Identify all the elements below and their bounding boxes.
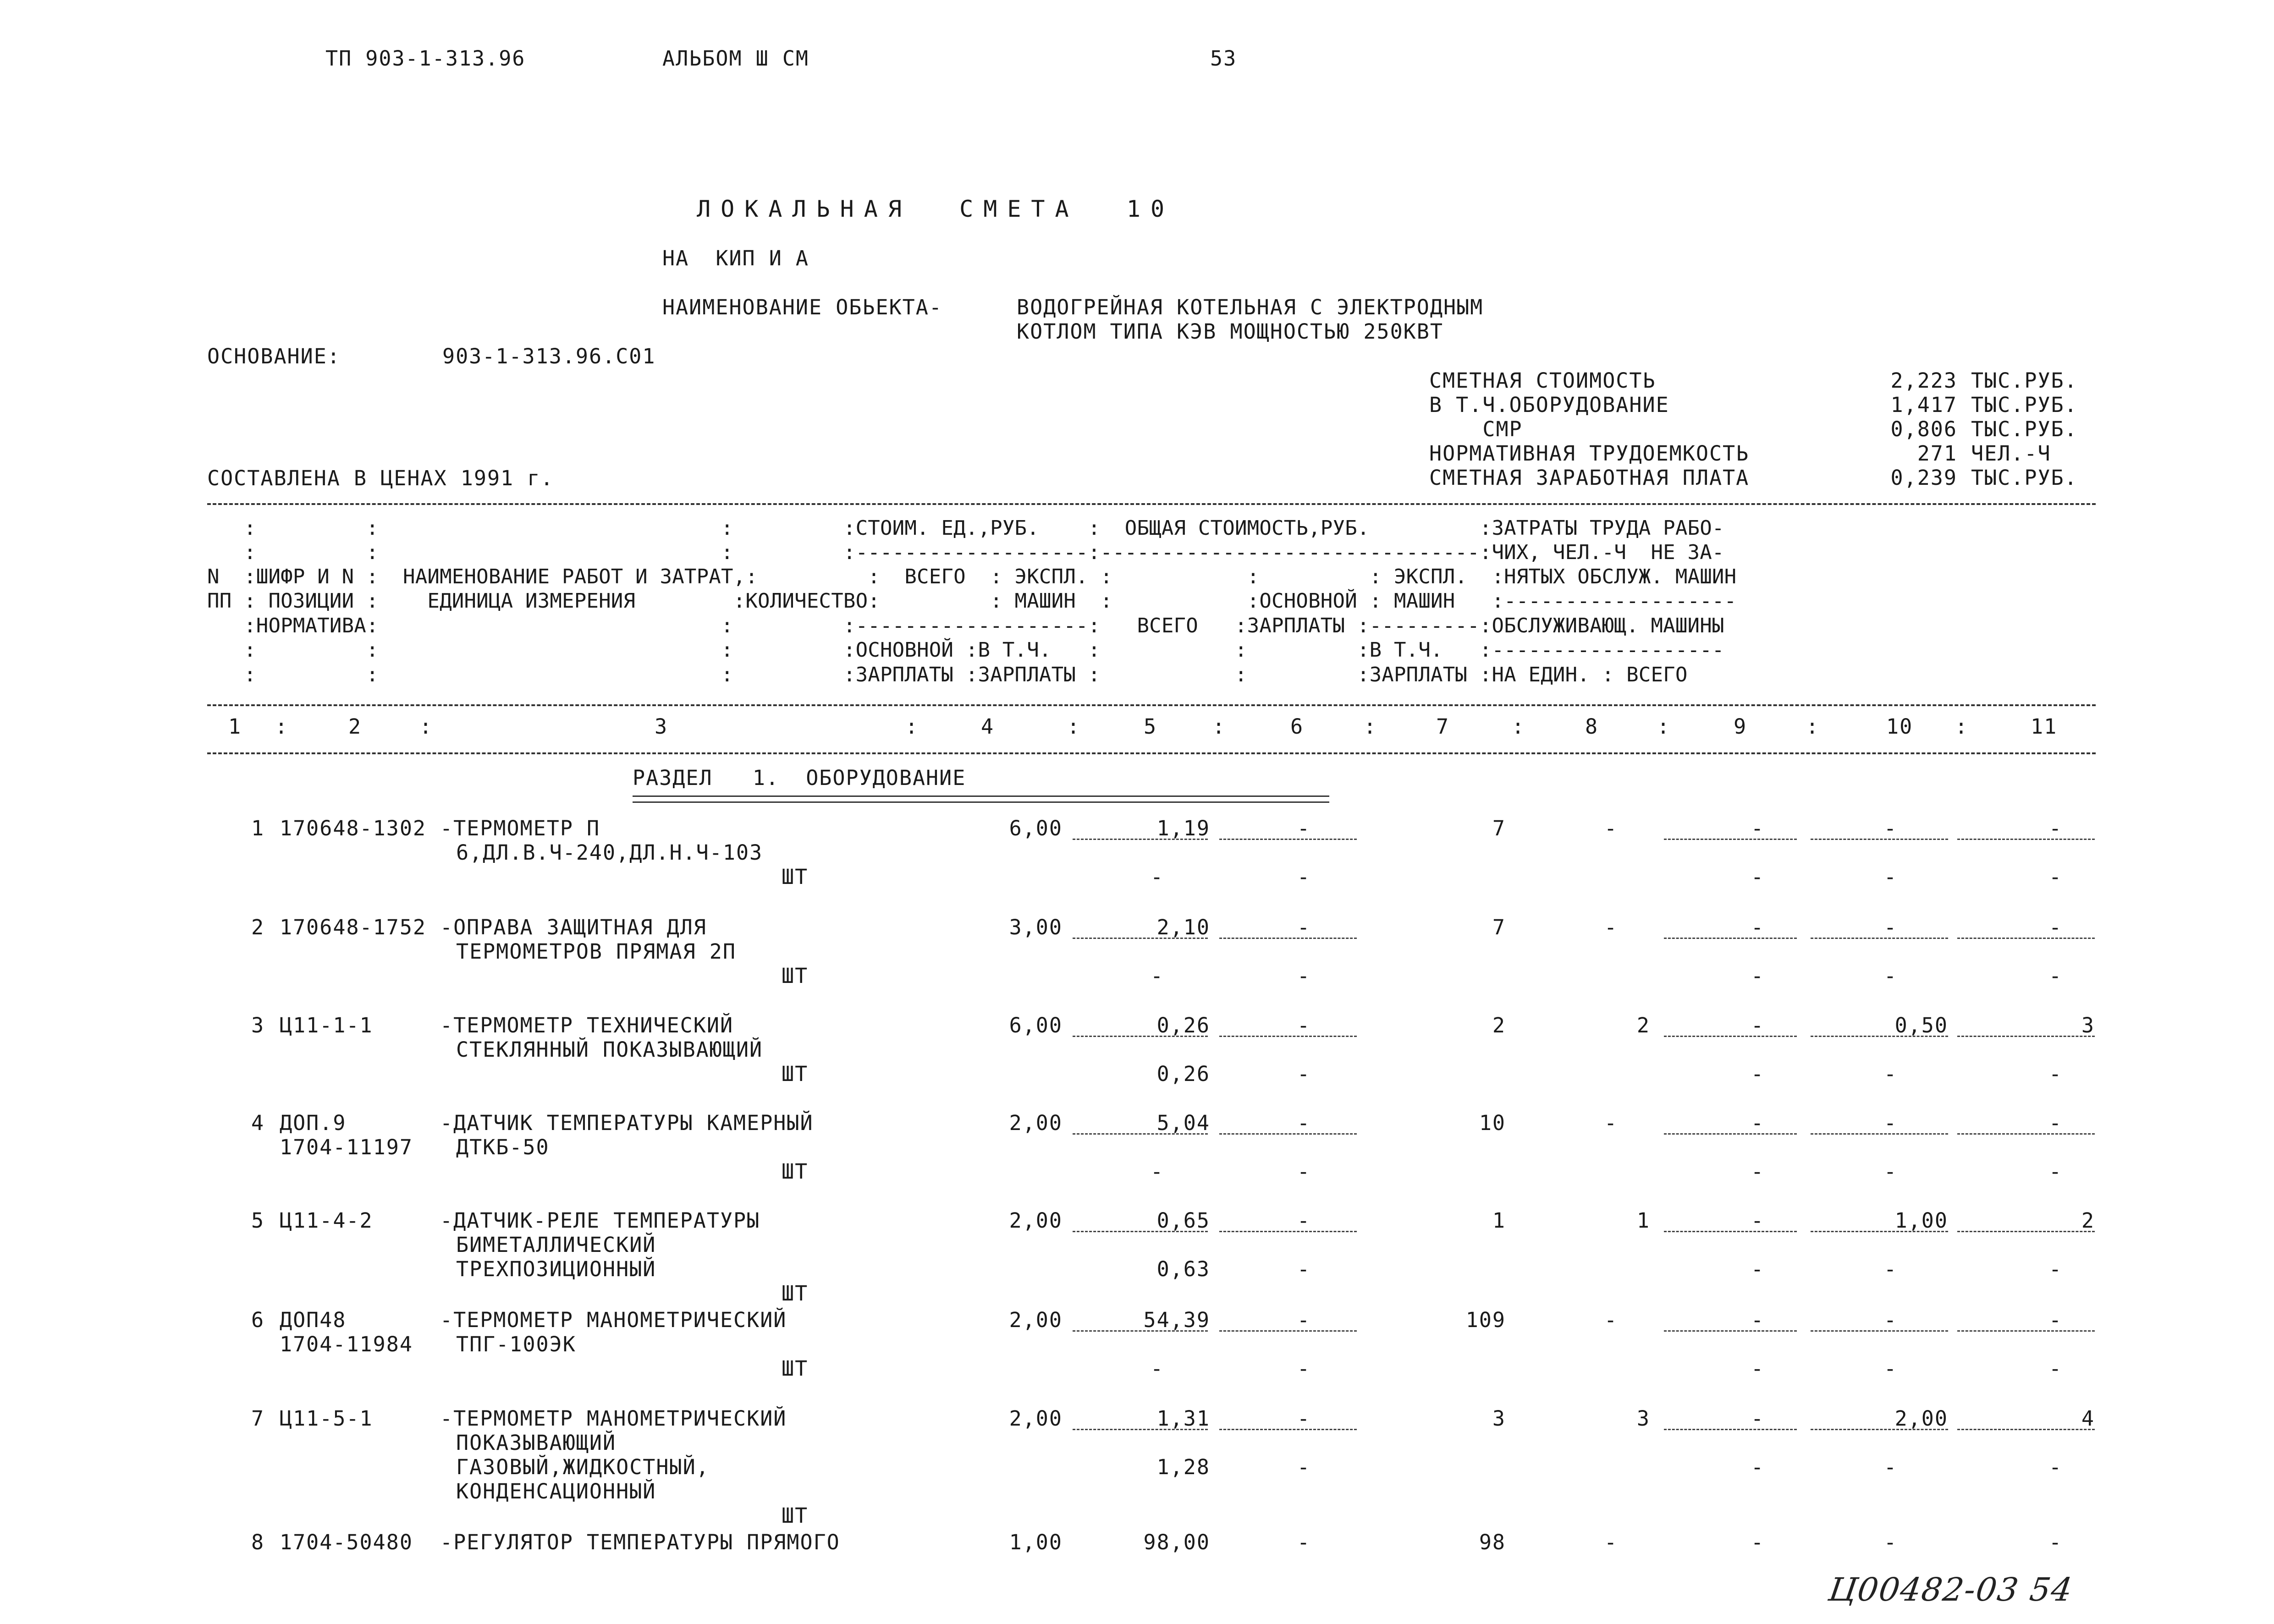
row-service-per-unit: - bbox=[1884, 1159, 1898, 1184]
row-quantity: 2,00 bbox=[1009, 1111, 1063, 1135]
row-subrule bbox=[1957, 938, 2095, 939]
row-subrule bbox=[1219, 1231, 1357, 1232]
row-machine-wages: - bbox=[1297, 1062, 1311, 1086]
row-quantity: 6,00 bbox=[1009, 816, 1063, 840]
row-base-wages: 0,63 bbox=[1156, 1257, 1210, 1281]
row-total-machines: - bbox=[1751, 816, 1765, 840]
row-total-machines: - bbox=[1751, 1013, 1765, 1037]
row-code: 170648-1302 bbox=[280, 816, 427, 840]
row-subrule bbox=[1811, 1133, 1948, 1135]
row-service-per-unit: - bbox=[1884, 1455, 1898, 1479]
row-total-wages: 3 bbox=[1636, 1406, 1650, 1431]
column-number: 2 bbox=[348, 714, 362, 739]
column-number: 11 bbox=[2031, 714, 2058, 739]
row-subrule bbox=[1664, 1330, 1797, 1332]
row-work-name: ТРЕХПОЗИЦИОННЫЙ bbox=[456, 1257, 656, 1281]
row-machine-wages: - bbox=[1297, 1257, 1311, 1281]
row-service-total: - bbox=[2049, 1062, 2063, 1086]
column-number: 4 bbox=[981, 714, 995, 739]
header-line: : : : :-------------------:-------------------------------:ЧИХ, ЧЕЛ.-Ч НЕ ЗА- bbox=[207, 541, 1724, 564]
row-total-machines: - bbox=[1751, 915, 1765, 939]
column-number: 5 bbox=[1144, 714, 1157, 739]
column-number: 6 bbox=[1290, 714, 1304, 739]
row-unit: ШТ bbox=[782, 1356, 809, 1381]
section-title: РАЗДЕЛ 1. ОБОРУДОВАНИЕ bbox=[633, 766, 966, 790]
row-subrule bbox=[1957, 1231, 2095, 1232]
row-subrule bbox=[1664, 938, 1797, 939]
row-machine-wages-total: - bbox=[1751, 1356, 1765, 1381]
row-machine-wages: - bbox=[1297, 1159, 1311, 1184]
row-total-wages: - bbox=[1604, 1111, 1618, 1135]
summary-unit: ТЫС.РУБ. bbox=[1971, 466, 2078, 490]
row-total-cost: 1 bbox=[1492, 1208, 1506, 1233]
row-work-name: КОНДЕНСАЦИОННЫЙ bbox=[456, 1479, 656, 1503]
row-labor-per-unit: - bbox=[1884, 1308, 1898, 1332]
row-subrule bbox=[1957, 1036, 2095, 1037]
row-machine-wages-total: - bbox=[1751, 1257, 1765, 1281]
row-work-name: ТПГ-100ЭК bbox=[456, 1332, 576, 1356]
column-separator: : bbox=[1067, 714, 1081, 739]
row-subrule bbox=[1957, 1133, 2095, 1135]
row-base-wages: - bbox=[1151, 1159, 1164, 1184]
row-subrule bbox=[1664, 839, 1797, 840]
row-unit: ШТ bbox=[782, 1503, 809, 1528]
row-total-machines: - bbox=[1751, 1406, 1765, 1431]
column-number: 9 bbox=[1734, 714, 1747, 739]
row-machine-wages: - bbox=[1297, 1356, 1311, 1381]
row-labor-total: - bbox=[2049, 1530, 2063, 1554]
row-unit-cost-machines: - bbox=[1297, 1013, 1311, 1037]
row-work-name: -ДАТЧИК-РЕЛЕ ТЕМПЕРАТУРЫ bbox=[440, 1208, 760, 1233]
row-machine-wages-total: - bbox=[1751, 865, 1765, 889]
row-unit: ШТ bbox=[782, 1281, 809, 1306]
column-number: 10 bbox=[1886, 714, 1913, 739]
row-subrule bbox=[1664, 1036, 1797, 1037]
row-labor-per-unit: - bbox=[1884, 816, 1898, 840]
row-unit-cost-total: 1,31 bbox=[1156, 1406, 1210, 1431]
row-unit-cost-total: 5,04 bbox=[1156, 1111, 1210, 1135]
row-service-total: - bbox=[2049, 964, 2063, 988]
row-subrule bbox=[1073, 1231, 1208, 1232]
row-work-name: -РЕГУЛЯТОР ТЕМПЕРАТУРЫ ПРЯМОГО bbox=[440, 1530, 840, 1554]
summary-value: 0,239 bbox=[1890, 466, 1957, 490]
row-total-machines: - bbox=[1751, 1530, 1765, 1554]
row-total-wages: - bbox=[1604, 1530, 1618, 1554]
row-total-machines: - bbox=[1751, 1308, 1765, 1332]
row-total-wages: - bbox=[1604, 816, 1618, 840]
header-line: N :ШИФР И N : НАИМЕНОВАНИЕ РАБОТ И ЗАТРАТ,: : ВСЕГО : ЭКСПЛ. : : : ЭКСПЛ. :НЯТЫХ ОБСЛУЖ. МАШИН bbox=[207, 565, 1737, 588]
row-service-per-unit: - bbox=[1884, 865, 1898, 889]
basis-label: ОСНОВАНИЕ: bbox=[207, 344, 341, 368]
row-quantity: 2,00 bbox=[1009, 1308, 1063, 1332]
row-work-name: ДТКБ-50 bbox=[456, 1135, 550, 1159]
row-unit: ШТ bbox=[782, 964, 809, 988]
row-machine-wages: - bbox=[1297, 865, 1311, 889]
row-total-cost: 2 bbox=[1492, 1013, 1506, 1037]
basis-value: 903-1-313.96.С01 bbox=[442, 344, 656, 368]
row-number: 4 bbox=[251, 1111, 265, 1135]
column-separator: : bbox=[1364, 714, 1377, 739]
row-number: 2 bbox=[251, 915, 265, 939]
row-number: 3 bbox=[251, 1013, 265, 1037]
column-separator: : bbox=[275, 714, 289, 739]
row-subrule bbox=[1073, 839, 1208, 840]
row-unit: ШТ bbox=[782, 865, 809, 889]
row-subrule bbox=[1073, 1429, 1208, 1430]
row-subrule bbox=[1219, 1330, 1357, 1332]
row-labor-per-unit: 1,00 bbox=[1894, 1208, 1948, 1233]
row-subrule bbox=[1957, 1429, 2095, 1430]
row-total-machines: - bbox=[1751, 1208, 1765, 1233]
row-base-wages: - bbox=[1151, 1356, 1164, 1381]
row-service-per-unit: - bbox=[1884, 1356, 1898, 1381]
header-line: : : : :ЗАРПЛАТЫ :ЗАРПЛАТЫ : : :ЗАРПЛАТЫ :НА ЕДИН. : ВСЕГО bbox=[207, 663, 1688, 686]
row-subrule bbox=[1811, 1231, 1948, 1232]
row-labor-per-unit: 2,00 bbox=[1894, 1406, 1948, 1431]
summary-label: В Т.Ч.ОБОРУДОВАНИЕ bbox=[1429, 393, 1669, 417]
row-unit-cost-total: 54,39 bbox=[1143, 1308, 1210, 1332]
row-service-total: - bbox=[2049, 865, 2063, 889]
row-quantity: 3,00 bbox=[1009, 915, 1063, 939]
prices-note: СОСТАВЛЕНА В ЦЕНАХ 1991 г. bbox=[207, 466, 554, 490]
row-unit-cost-machines: - bbox=[1297, 1208, 1311, 1233]
row-subrule bbox=[1219, 938, 1357, 939]
row-total-cost: 109 bbox=[1465, 1308, 1506, 1332]
row-unit: ШТ bbox=[782, 1062, 809, 1086]
row-service-per-unit: - bbox=[1884, 1062, 1898, 1086]
row-work-name: -ТЕРМОМЕТР П bbox=[440, 816, 600, 840]
column-separator: : bbox=[1212, 714, 1226, 739]
row-subrule bbox=[1811, 1036, 1948, 1037]
row-labor-total: - bbox=[2049, 1111, 2063, 1135]
row-quantity: 1,00 bbox=[1009, 1530, 1063, 1554]
row-unit-cost-total: 98,00 bbox=[1143, 1530, 1210, 1554]
row-total-wages: 2 bbox=[1636, 1013, 1650, 1037]
row-labor-total: 4 bbox=[2081, 1406, 2095, 1431]
summary-value: 2,223 bbox=[1890, 368, 1957, 393]
handwritten-note: Ц00482-03 54 bbox=[1826, 1571, 2076, 1608]
row-total-cost: 7 bbox=[1492, 816, 1506, 840]
row-subrule bbox=[1219, 839, 1357, 840]
row-code: ДОП.9 bbox=[280, 1111, 347, 1135]
object-name-line2: КОТЛОМ ТИПА КЭВ МОЩНОСТЬЮ 250КВТ bbox=[1017, 319, 1443, 344]
row-labor-total: - bbox=[2049, 816, 2063, 840]
row-subrule bbox=[1811, 839, 1948, 840]
row-labor-per-unit: - bbox=[1884, 1111, 1898, 1135]
row-labor-total: - bbox=[2049, 1308, 2063, 1332]
object-name-line1: ВОДОГРЕЙНАЯ КОТЕЛЬНАЯ С ЭЛЕКТРОДНЫМ bbox=[1017, 295, 1484, 319]
row-unit-cost-total: 0,26 bbox=[1156, 1013, 1210, 1037]
row-work-name: ПОКАЗЫВАЮЩИЙ bbox=[456, 1431, 617, 1455]
column-separator: : bbox=[1512, 714, 1525, 739]
row-quantity: 6,00 bbox=[1009, 1013, 1063, 1037]
row-number: 6 bbox=[251, 1308, 265, 1332]
row-machine-wages: - bbox=[1297, 964, 1311, 988]
row-total-cost: 10 bbox=[1479, 1111, 1506, 1135]
column-number: 1 bbox=[228, 714, 242, 739]
header-line: ПП : ПОЗИЦИИ : ЕДИНИЦА ИЗМЕРЕНИЯ :КОЛИЧЕСТВО: : МАШИН : :ОСНОВНОЙ : МАШИН :------------------- bbox=[207, 589, 1737, 613]
page-number: 53 bbox=[1210, 46, 1237, 71]
row-subrule bbox=[1811, 938, 1948, 939]
row-subrule bbox=[1073, 1330, 1208, 1332]
row-subrule bbox=[1219, 1133, 1357, 1135]
row-total-wages: - bbox=[1604, 915, 1618, 939]
summary-value: 271 bbox=[1917, 441, 1957, 466]
row-unit-cost-total: 0,65 bbox=[1156, 1208, 1210, 1233]
column-number: 8 bbox=[1585, 714, 1599, 739]
row-machine-wages-total: - bbox=[1751, 1062, 1765, 1086]
row-base-wages: 0,26 bbox=[1156, 1062, 1210, 1086]
row-subrule bbox=[1219, 1036, 1357, 1037]
summary-label: СМР bbox=[1429, 417, 1523, 441]
row-service-per-unit: - bbox=[1884, 964, 1898, 988]
row-subrule bbox=[1664, 1429, 1797, 1430]
column-separator: : bbox=[905, 714, 919, 739]
row-subrule bbox=[1811, 1330, 1948, 1332]
row-code-secondary: 1704-11984 bbox=[280, 1332, 413, 1356]
row-work-name: -ТЕРМОМЕТР МАНОМЕТРИЧЕСКИЙ bbox=[440, 1406, 787, 1431]
row-service-total: - bbox=[2049, 1356, 2063, 1381]
header-top-rule bbox=[207, 503, 2096, 505]
row-unit: ШТ bbox=[782, 1159, 809, 1184]
section-underline bbox=[633, 796, 1329, 803]
row-code: Ц11-4-2 bbox=[280, 1208, 373, 1233]
row-service-total: - bbox=[2049, 1159, 2063, 1184]
row-labor-total: 2 bbox=[2081, 1208, 2095, 1233]
row-quantity: 2,00 bbox=[1009, 1406, 1063, 1431]
row-unit-cost-machines: - bbox=[1297, 915, 1311, 939]
row-subrule bbox=[1073, 1036, 1208, 1037]
summary-value: 0,806 bbox=[1890, 417, 1957, 441]
summary-value: 1,417 bbox=[1890, 393, 1957, 417]
row-labor-total: 3 bbox=[2081, 1013, 2095, 1037]
row-work-name: БИМЕТАЛЛИЧЕСКИЙ bbox=[456, 1233, 656, 1257]
column-separator: : bbox=[1806, 714, 1820, 739]
row-base-wages: 1,28 bbox=[1156, 1455, 1210, 1479]
row-subrule bbox=[1219, 1429, 1357, 1430]
header-bottom-rule bbox=[207, 704, 2096, 706]
row-total-machines: - bbox=[1751, 1111, 1765, 1135]
row-work-name: -ТЕРМОМЕТР ТЕХНИЧЕСКИЙ bbox=[440, 1013, 734, 1037]
row-machine-wages-total: - bbox=[1751, 964, 1765, 988]
row-work-name: -ДАТЧИК ТЕМПЕРАТУРЫ КАМЕРНЫЙ bbox=[440, 1111, 814, 1135]
row-unit-cost-machines: - bbox=[1297, 1406, 1311, 1431]
row-code: Ц11-5-1 bbox=[280, 1406, 373, 1431]
row-subrule bbox=[1664, 1231, 1797, 1232]
row-machine-wages-total: - bbox=[1751, 1455, 1765, 1479]
summary-unit: ЧЕЛ.-Ч bbox=[1971, 441, 2051, 466]
column-number: 3 bbox=[655, 714, 668, 739]
row-number: 1 bbox=[251, 816, 265, 840]
column-separator: : bbox=[1657, 714, 1671, 739]
row-code: 1704-50480 bbox=[280, 1530, 413, 1554]
row-work-name: ТЕРМОМЕТРОВ ПРЯМАЯ 2П bbox=[456, 939, 736, 964]
row-unit-cost-total: 2,10 bbox=[1156, 915, 1210, 939]
row-code-secondary: 1704-11197 bbox=[280, 1135, 413, 1159]
row-unit-cost-machines: - bbox=[1297, 816, 1311, 840]
row-work-name: -ОПРАВА ЗАЩИТНАЯ ДЛЯ bbox=[440, 915, 707, 939]
row-number: 5 bbox=[251, 1208, 265, 1233]
row-total-wages: - bbox=[1604, 1308, 1618, 1332]
row-unit-cost-machines: - bbox=[1297, 1530, 1311, 1554]
row-labor-per-unit: - bbox=[1884, 915, 1898, 939]
header-line: :НОРМАТИВА: : :-------------------: ВСЕГО :ЗАРПЛАТЫ :---------:ОБСЛУЖИВАЮЩ. МАШИНЫ bbox=[207, 614, 1724, 637]
album-label: АЛЬБОМ Ш СМ bbox=[662, 46, 809, 71]
row-subrule bbox=[1073, 938, 1208, 939]
row-work-name: СТЕКЛЯННЫЙ ПОКАЗЫВАЮЩИЙ bbox=[456, 1037, 763, 1062]
row-subrule bbox=[1664, 1133, 1797, 1135]
summary-unit: ТЫС.РУБ. bbox=[1971, 417, 2078, 441]
document-title: ЛОКАЛЬНАЯ СМЕТА 10 bbox=[697, 196, 1175, 222]
row-machine-wages: - bbox=[1297, 1455, 1311, 1479]
row-service-total: - bbox=[2049, 1257, 2063, 1281]
row-labor-total: - bbox=[2049, 915, 2063, 939]
row-subrule bbox=[1957, 839, 2095, 840]
row-work-name: -ТЕРМОМЕТР МАНОМЕТРИЧЕСКИЙ bbox=[440, 1308, 787, 1332]
header-line: : : : :ОСНОВНОЙ :В Т.Ч. : : :В Т.Ч. :------------------- bbox=[207, 638, 1724, 662]
row-total-cost: 7 bbox=[1492, 915, 1506, 939]
summary-unit: ТЫС.РУБ. bbox=[1971, 368, 2078, 393]
column-number: 7 bbox=[1436, 714, 1450, 739]
row-quantity: 2,00 bbox=[1009, 1208, 1063, 1233]
row-unit-cost-machines: - bbox=[1297, 1111, 1311, 1135]
row-labor-per-unit: 0,50 bbox=[1894, 1013, 1948, 1037]
row-subrule bbox=[1811, 1429, 1948, 1430]
summary-unit: ТЫС.РУБ. bbox=[1971, 393, 2078, 417]
row-code: ДОП48 bbox=[280, 1308, 347, 1332]
row-labor-per-unit: - bbox=[1884, 1530, 1898, 1554]
column-separator: : bbox=[1955, 714, 1969, 739]
row-unit-cost-machines: - bbox=[1297, 1308, 1311, 1332]
row-number: 8 bbox=[251, 1530, 265, 1554]
row-code: Ц11-1-1 bbox=[280, 1013, 373, 1037]
summary-label: НОРМАТИВНАЯ ТРУДОЕМКОСТЬ bbox=[1429, 441, 1750, 466]
row-subrule bbox=[1957, 1330, 2095, 1332]
row-total-wages: 1 bbox=[1636, 1208, 1650, 1233]
row-base-wages: - bbox=[1151, 865, 1164, 889]
header-line: : : : :СТОИМ. ЕД.,РУБ. : ОБЩАЯ СТОИМОСТЬ,РУБ. :ЗАТРАТЫ ТРУДА РАБО- bbox=[207, 516, 1724, 540]
object-label: НАИМЕНОВАНИЕ ОБЬЕКТА- bbox=[662, 295, 942, 319]
row-total-cost: 98 bbox=[1479, 1530, 1506, 1554]
row-work-name: ГАЗОВЫЙ,ЖИДКОСТНЫЙ, bbox=[456, 1455, 710, 1479]
row-work-name: 6,ДЛ.В.Ч-240,ДЛ.Н.Ч-103 bbox=[456, 840, 763, 865]
summary-label: СМЕТНАЯ СТОИМОСТЬ bbox=[1429, 368, 1656, 393]
subject-line: НА КИП И А bbox=[662, 246, 809, 270]
row-unit-cost-total: 1,19 bbox=[1156, 816, 1210, 840]
row-base-wages: - bbox=[1151, 964, 1164, 988]
row-number: 7 bbox=[251, 1406, 265, 1431]
row-subrule bbox=[1073, 1133, 1208, 1135]
row-service-total: - bbox=[2049, 1455, 2063, 1479]
row-total-cost: 3 bbox=[1492, 1406, 1506, 1431]
column-separator: : bbox=[419, 714, 433, 739]
row-code: 170648-1752 bbox=[280, 915, 427, 939]
summary-label: СМЕТНАЯ ЗАРАБОТНАЯ ПЛАТА bbox=[1429, 466, 1750, 490]
row-machine-wages-total: - bbox=[1751, 1159, 1765, 1184]
colnums-rule bbox=[207, 752, 2096, 754]
row-service-per-unit: - bbox=[1884, 1257, 1898, 1281]
doc-number: ТП 903-1-313.96 bbox=[325, 46, 526, 71]
